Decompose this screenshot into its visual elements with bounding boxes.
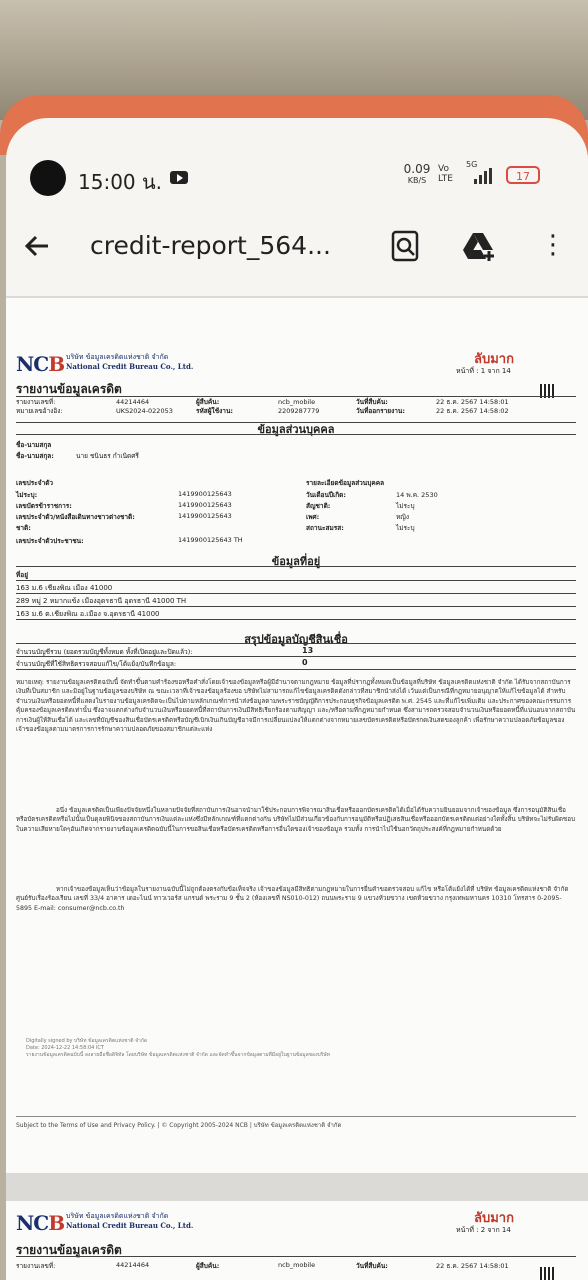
name-value: นาย ชนินธร กำเนิดศรี [76, 452, 139, 460]
detail-row-value: ไม่ระบุ [396, 524, 415, 532]
qr-code-icon [540, 1267, 554, 1280]
report-date-label: วันที่ออกรายงาน: [356, 407, 405, 415]
volte-indicator: Vo LTE [438, 164, 453, 184]
detail-row-label: สัญชาติ: [306, 502, 331, 510]
inquiry-date-label: วันที่สืบค้น: [356, 398, 388, 406]
confidential-label: ลับมาก [474, 352, 514, 367]
address-label: ที่อยู่ [16, 571, 28, 579]
inquiry-date: 22 ธ.ค. 2567 14:58:01 [436, 1262, 509, 1270]
detail-row-value: หญิง [396, 513, 409, 521]
page-footer: Subject to the Terms of Use and Privacy Policy. | © Copyright 2005-2024 NCB | บริษัท ข้อมูลเครดิตแห่งชาติ จำกัด [16, 1122, 342, 1129]
net-speed-value: 0.09 [403, 162, 431, 176]
inquiry-date: 22 ธ.ค. 2567 14:58:01 [436, 398, 509, 406]
member-id: 2209287779 [278, 407, 320, 415]
user-value: ncb_mobile [278, 398, 316, 406]
divider [16, 656, 576, 657]
signature-date: Date: 2024-12-22 14:58:04 ICT [26, 1045, 104, 1051]
divider [16, 566, 576, 567]
youtube-icon [170, 171, 188, 184]
signature-line: Digitally signed by บริษัท ข้อมูลเครดิตแห่งชาติ จำกัด [26, 1038, 148, 1044]
summary-row-value: 0 [302, 658, 308, 667]
phone-screen [6, 118, 588, 1280]
credit-summary-heading: สรุปข้อมูลบัญชีสินเชื่อ [244, 633, 348, 646]
summary-row-label: จำนวนบัญชีที่ใช้สิทธิตรวจสอบแก้ไข/โต้แย้ง/บันทึกข้อมูล: [16, 660, 177, 668]
member-no-label: หมายเลขอ้างอิง: [16, 407, 63, 415]
id-row-label: เลขบัตรข้าราชการ: [16, 502, 72, 510]
address-heading: ข้อมูลที่อยู่ [271, 555, 321, 568]
digital-signature [26, 1038, 330, 1059]
app-bar [6, 213, 588, 283]
user-label: ผู้สืบค้น: [196, 1262, 220, 1270]
detail-row-label: เพศ: [306, 513, 320, 521]
note-paragraph: หมายเหตุ: รายงานข้อมูลเครดิตฉบับนี้ จัดทำขึ้นตามคำร้องขอหรือคำสั่งโดยเจ้าของข้อมูลหรือผู้มีอำนาจตามกฎหมาย ข้อมูลที่ปรากฏทั้งหมดเป็นข้อมูลที่บริษัท ข้อมูลเครดิตแห่งชาติ จำกัด ได้รับจากสถาบันการเงินที่เป็นสมาชิก และมิอยู่ในฐานข้อมูลของบริษัท ณ ขณะเวลาที่เจ้าของข้อมูลร้องขอ บริษัทไม่สามารถแก้ไขข้อมูลเครดิตดังกล่าวที่สมาชิกนำส่งได้ เว้นแต่เป็นกรณีที่กฎหมายอนุญาตให้แก้ไขข้อมูลได้ สำหรับจำนวนเงินหรือยอดหนี้ที่แสดงในรายงานข้อมูลเครดิตจะเป็นไปตามหลักเกณฑ์การนำส่งข้อมูลตามพระราชบัญญัติการประกอบธุรกิจข้อมูลเครดิต พ.ศ. 2545 และที่แก้ไขเพิ่มเติม และประกาศของคณะกรรมการคุ้มครองข้อมูลเครดิตเท่านั้น ซึ่งอาจแตกต่างกับจำนวนเงินหรือยอดหนี้ที่สถาบันการเงินมีสิทธิเรียกร้องตามสัญญา และ/หรือตามที่กฎหมายกำหนด ซึ่งสามารถตรวจสอบจำนวนเงินหรือยอดหนี้ที่แน่นอนจากสถาบันการเงินผู้ให้สินเชื่อได้ และเลขที่บัญชีของสินเชื่อบัตรเครดิตหรือบัญชีเบิกเงินเกินบัญชีอาจมีการเปลี่ยนแปลงให้แตกต่างจากหมายเลขบัตรเครดิตหรือบัตรกดเงินสดของลูกค้า เพื่อรักษาความปลอดภัยข้อมูลของเจ้าของข้อมูลตามมาตรการการรักษาความปลอดภัยของสมาชิกแต่ละแห่ง [16, 679, 576, 734]
divider [16, 669, 576, 670]
name-header: ชื่อ-นามสกุล [16, 441, 52, 449]
divider [16, 1116, 576, 1117]
company-name-en: National Credit Bureau Co., Ltd. [66, 1221, 194, 1230]
summary-row-label: จำนวนบัญชีรวม (ยอดรวมบัญชีทั้งหมด ทั้งที่เปิดอยู่และปิดแล้ว): [16, 648, 193, 656]
id-row-label: เลขประจำตัว/หนังสือเดินทางชาวต่างชาติ: [16, 513, 135, 521]
report-title: รายงานข้อมูลเครดิต [16, 382, 122, 396]
address-row: 163 ม.6 ต.เชียงพิณ อ.เมือง จ.อุดรธานี 41000 [16, 609, 576, 620]
company-name-th: บริษัท ข้อมูลเครดิตแห่งชาติ จำกัด [66, 1212, 169, 1220]
personal-info-heading: ข้อมูลส่วนบุคคล [257, 423, 335, 436]
report-no-label: รายงานเลขที่: [16, 1262, 56, 1270]
id-row-label: ไม่ระบุ: [16, 491, 38, 499]
divider [16, 643, 576, 644]
detail-row-label: สถานะสมรส: [306, 524, 344, 532]
detail-row-value: 14 พ.ค. 2530 [396, 491, 438, 499]
divider [16, 434, 576, 435]
member-id-label: รหัสผู้ใช้งาน: [196, 407, 234, 415]
report-no: 44214464 [116, 398, 150, 406]
report-no: 44214464 [116, 1261, 150, 1269]
net-speed [400, 164, 434, 186]
company-name-th: บริษัท ข้อมูลเครดิตแห่งชาติ จำกัด [66, 353, 169, 361]
file-title: credit-report_564... [90, 231, 331, 260]
user-label: ผู้สืบค้น: [196, 398, 220, 406]
page-number: หน้าที่ : 2 จาก 14 [456, 1226, 511, 1234]
note-paragraph: อนึ่ง ข้อมูลเครดิตเป็นเพียงปัจจัยหนึ่งในหลายปัจจัยที่สถาบันการเงินอาจนำมาใช้ประกอบการพิจารณาสินเชื่อหรือออกบัตรเครดิตได้เมื่อได้รับความยินยอมจากเจ้าของข้อมูล ซึ่งการอนุมัติสินเชื่อหรือบัตรเครดิตหรือไม่นั้นเป็นดุลยพินิจของสถาบันการเงินแต่ละแห่งซึ่งมีหลักเกณฑ์ที่แตกต่างกัน บริษัทไม่มีส่วนเกี่ยวข้องกับการอนุมัติหรือปฏิเสธสินเชื่อหรือออกบัตรเครดิตแต่อย่างใดทั้งสิ้น บริษัทจะไม่รับผิดชอบในความเสียหายใดๆอันเกิดจากรายงานข้อมูลเครดิตฉบับนี้ในการขอสินเชื่อหรือบัตรเครดิตหรือการอื่นใดของเจ้าของข้อมูล รวมทั้ง การนำไปใช้นอกวัตถุประสงค์ที่กฎหมายกำหนดด้วย [16, 807, 575, 833]
status-time: 15:00 น. [78, 170, 163, 194]
ncb-logo: NCB [16, 1211, 65, 1235]
pdf-viewer[interactable] [6, 296, 588, 1280]
divider [16, 396, 576, 397]
address-row: 289 หมู่ 2 หมากแข้ง เมืองอุดรธานี อุดรธานี 41000 TH [16, 596, 576, 607]
add-to-drive-icon[interactable] [462, 229, 496, 263]
id-row-value: 1419900125643 [178, 490, 232, 498]
search-in-document-icon[interactable] [388, 229, 422, 263]
network-type: 5G [466, 160, 478, 169]
camera-cutout [30, 160, 66, 196]
more-options-icon[interactable]: ⋮ [540, 230, 566, 260]
detail-row-label: วันเดือนปีเกิด: [306, 491, 346, 499]
net-speed-unit: KB/S [407, 176, 427, 185]
id-row-label: เลขประจำตัวประชาชน: [16, 537, 84, 545]
report-date: 22 ธ.ค. 2567 14:58:02 [436, 407, 509, 415]
inquiry-date-label: วันที่สืบค้น: [356, 1262, 388, 1270]
note-paragraph: หากเจ้าของข้อมูลเห็นว่าข้อมูลในรายงานฉบับนี้ไม่ถูกต้องตรงกับข้อเท็จจริง เจ้าของข้อมูลมีสิทธิตามกฎหมายในการยื่นคำขอตรวจสอบ แก้ไข หรือโต้แย้งได้ที่ บริษัท ข้อมูลเครดิตแห่งชาติ จำกัด ศูนย์รับเรื่องร้องเรียน เลขที่ 33/4 อาคาร เดอะไนน์ ทาวเวอร์ส แกรนด์ พระราม 9 ชั้น 2 (ห้องเลขที่ NS010-012) ถนนพระราม 9 แขวงห้วยขวาง เขตห้วยขวาง กรุงเทพมหานคร 10310 โทรสาร 0-2095-5895 E-mail: consumer@ncb.co.th [16, 886, 569, 912]
battery-level: 17 [506, 166, 540, 184]
divider [16, 580, 576, 581]
address-row: 163 ม.6 เชียงพิณ เมือง 41000 [16, 583, 576, 594]
user-value: ncb_mobile [278, 1261, 316, 1269]
detail-row-value: ไม่ระบุ [396, 502, 415, 510]
back-arrow-icon[interactable] [22, 231, 52, 269]
company-name-en: National Credit Bureau Co., Ltd. [66, 362, 194, 371]
confidential-label: ลับมาก [474, 1211, 514, 1226]
signal-icon [474, 168, 496, 184]
page-number: หน้าที่ : 1 จาก 14 [456, 367, 511, 375]
id-row-value: 1419900125643 TH [178, 536, 243, 544]
pdf-page-2 [6, 1201, 588, 1280]
signature-note: รายงานข้อมูลเครดิตฉบับนี้ ลงลายมือชื่อดิจิทัล โดยบริษัท ข้อมูลเครดิตแห่งชาติ จำกัด และจัดทำขึ้นจากข้อมูลตามที่มีอยู่ในฐานข้อมูลของบริษัท [26, 1052, 330, 1058]
member-no: UKS2024-022053 [116, 407, 173, 415]
pdf-page-1 [6, 298, 588, 1173]
name-label: ชื่อ-นามสกุล: [16, 452, 54, 460]
id-header: เลขประจำตัว [16, 479, 54, 487]
id-row-label: ชาติ: [16, 524, 31, 532]
divider [16, 1256, 576, 1257]
report-title: รายงานข้อมูลเครดิต [16, 1243, 122, 1257]
id-row-value: 1419900125643 [178, 512, 232, 520]
report-no-label: รายงานเลขที่: [16, 398, 56, 406]
summary-row-value: 13 [302, 646, 314, 655]
ncb-logo: NCB [16, 352, 65, 376]
detail-header: รายละเอียดข้อมูลส่วนบุคคล [306, 479, 385, 487]
status-bar [6, 158, 588, 198]
id-row-value: 1419900125643 [178, 501, 232, 509]
